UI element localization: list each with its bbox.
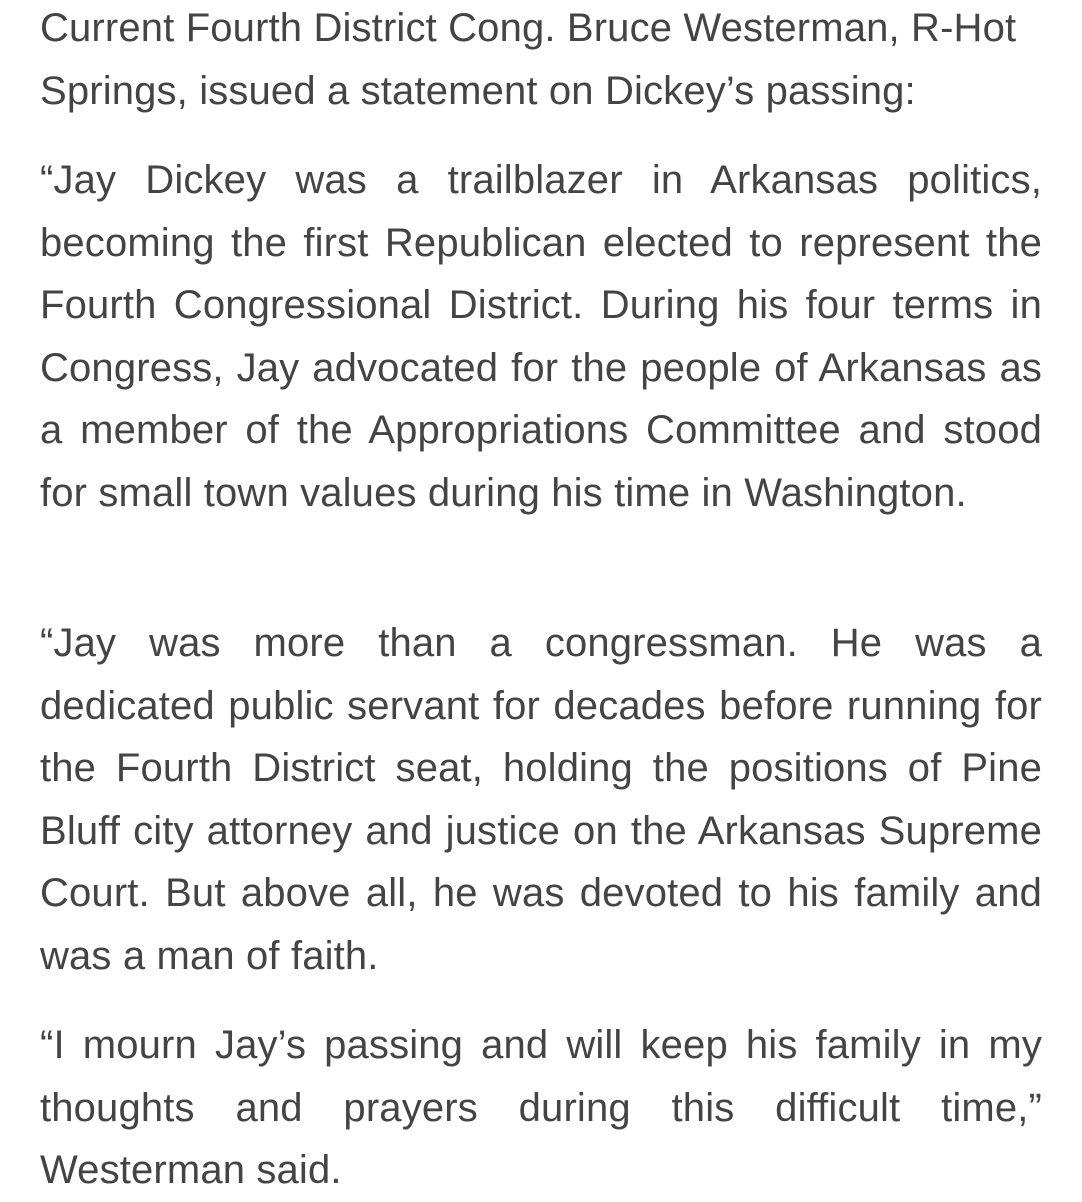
article-paragraph-quote-3: “I mourn Jay’s passing and will keep his family in my thoughts and prayers during this difficult time,” Westerman said. [40, 1023, 1042, 1192]
article-paragraph-quote-1: “Jay Dickey was a trailblazer in Arkansas politics, becoming the first Republican elected to represent the Fourth Congressional District. During his four terms in Congress, Jay advocated for the people of Arkansas as a member of the Appropriations Committee and stood for small town values during his time in Washington. [40, 158, 1042, 515]
article-paragraph-intro: Current Fourth District Cong. Bruce Westerman, R-Hot Springs, issued a statement on Dickey’s passing: [40, 6, 1017, 113]
article-paragraph-quote-2: “Jay was more than a congressman. He was a dedicated public servant for decades before running for the Fourth District seat, holding the positions of Pine Bluff city attorney and justice on the Arkansas Supreme Court. But above all, he was devoted to his family and was a man of faith. [40, 621, 1042, 978]
